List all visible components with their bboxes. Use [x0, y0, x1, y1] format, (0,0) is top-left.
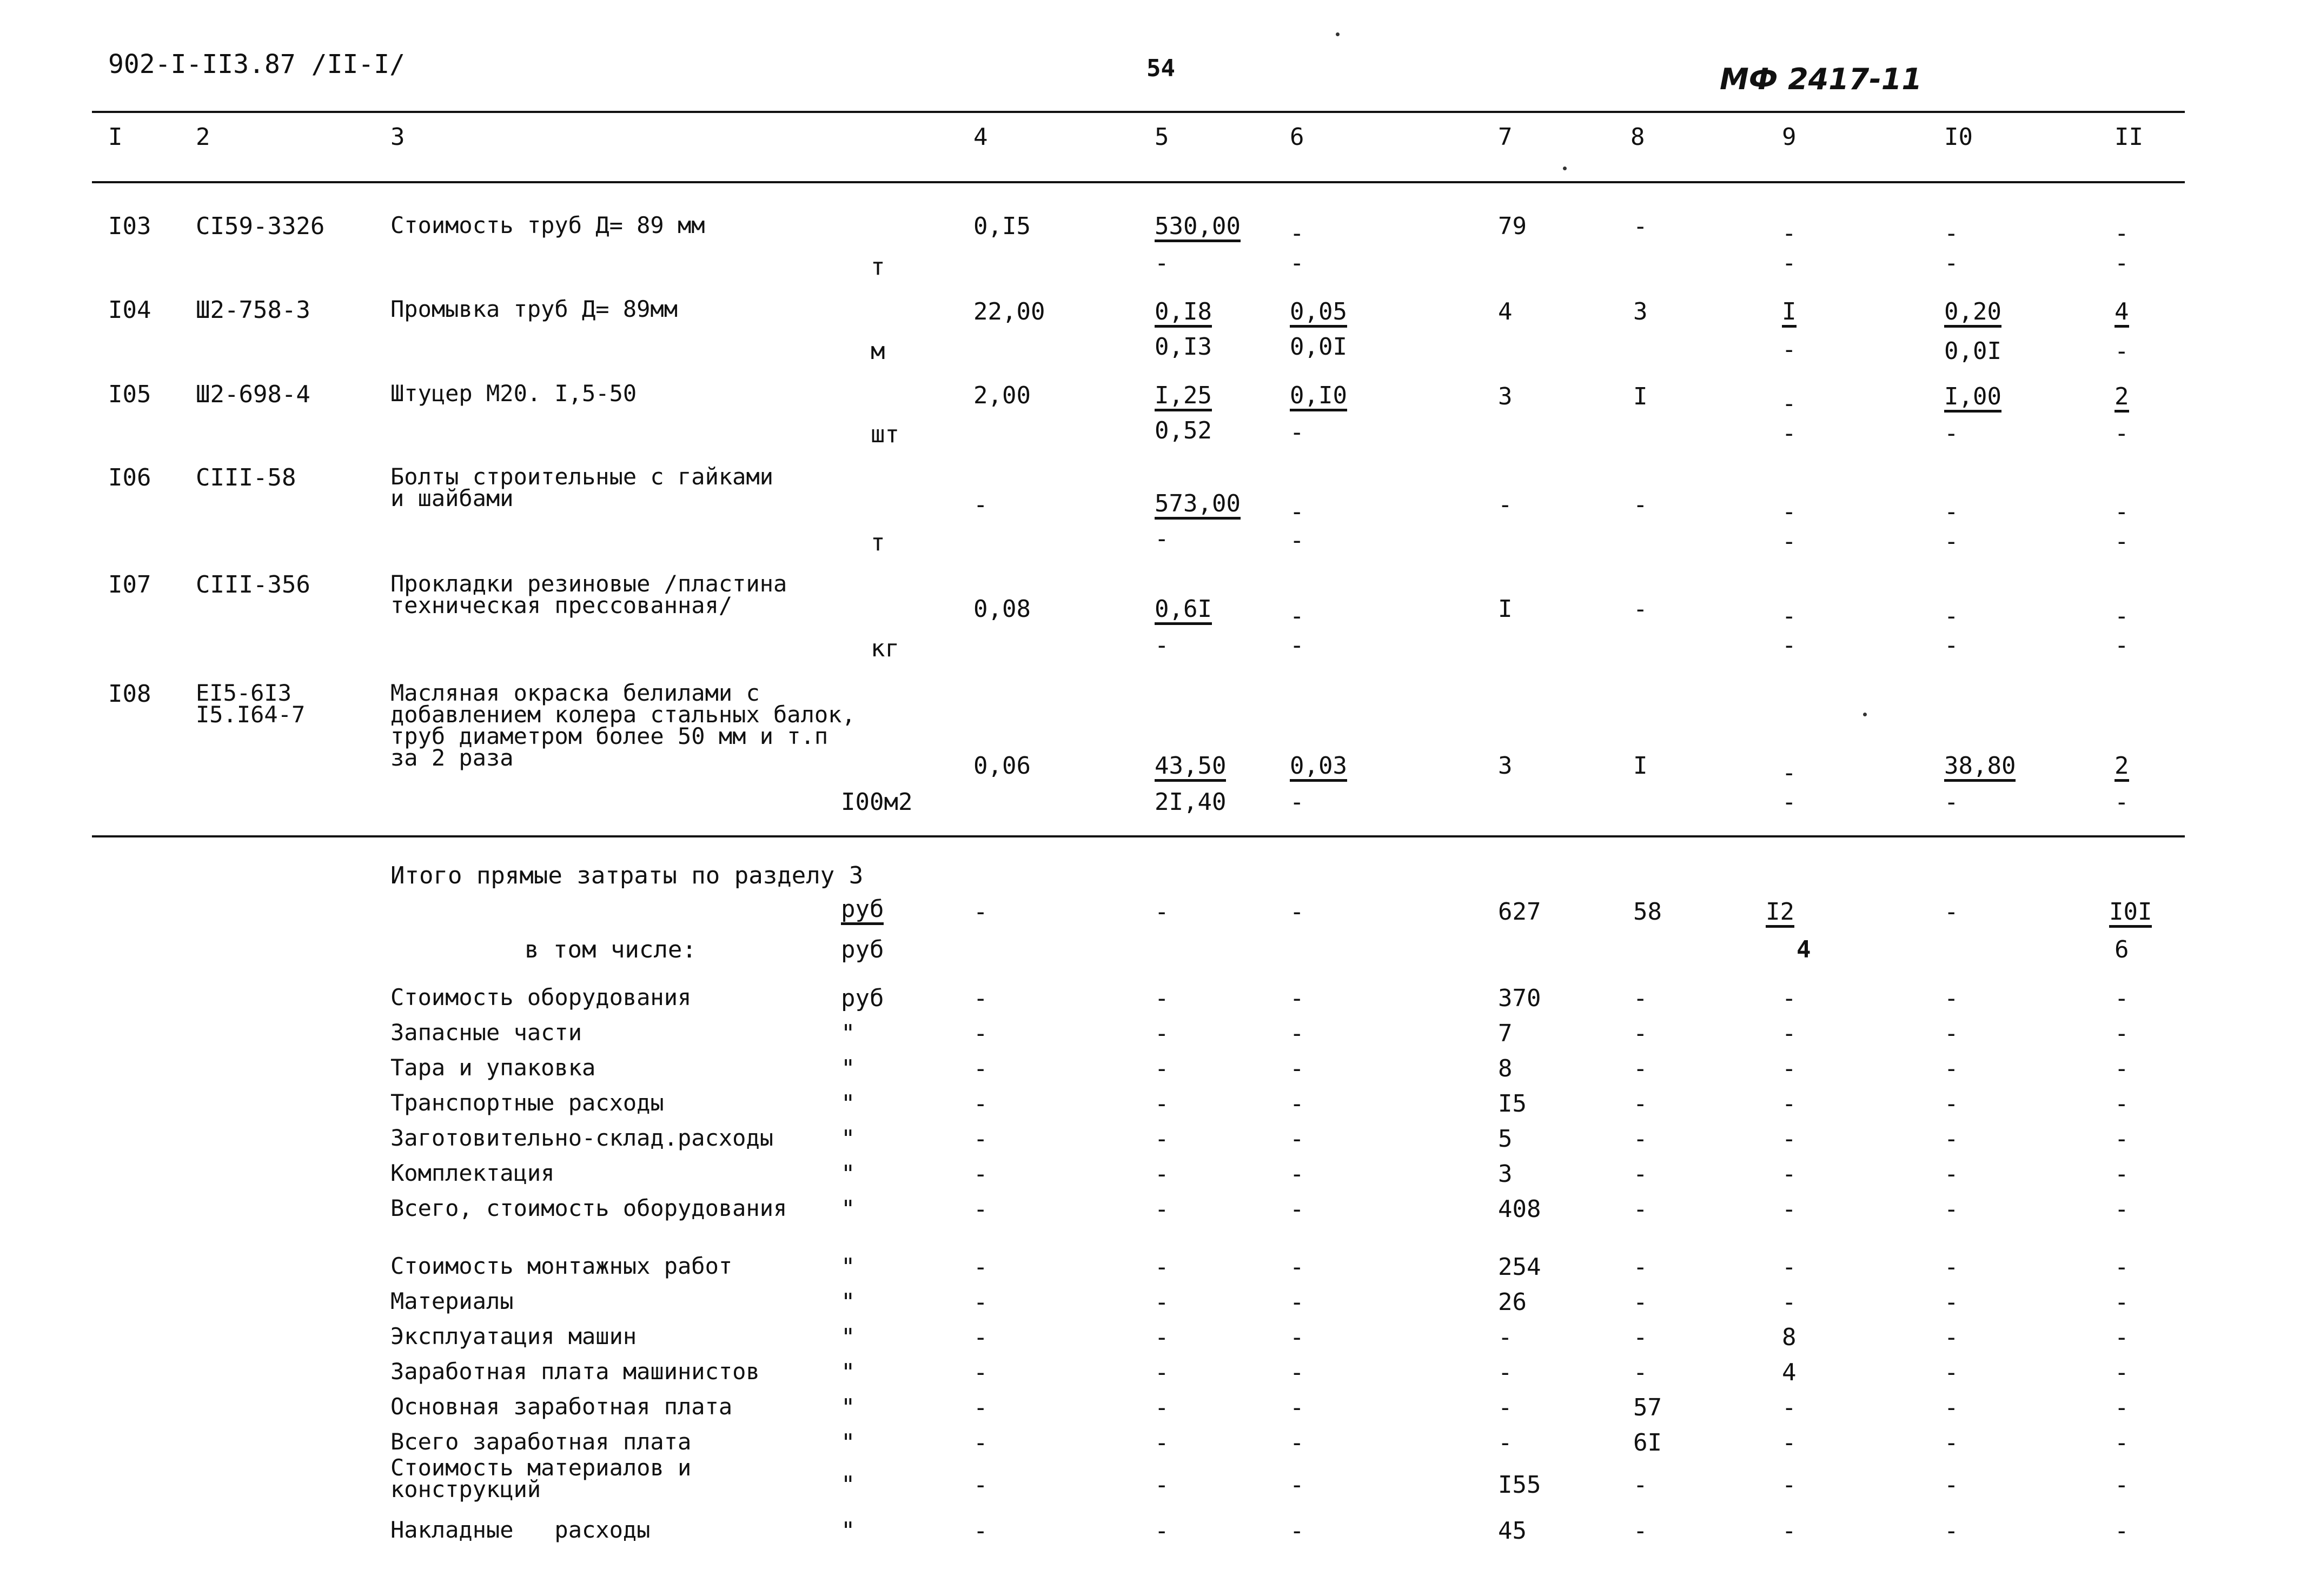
summary-cell-c8: - — [1633, 1160, 1648, 1188]
summary-cell-c11: - — [2115, 985, 2129, 1012]
col-header: 2 — [196, 123, 210, 151]
cell-c11b: - — [2115, 528, 2129, 555]
summary-cell-c5: - — [1155, 1288, 1169, 1316]
cell-c9: I2 — [1766, 900, 1794, 928]
row-name: Болты строительные с гайками и шайбами — [390, 463, 774, 511]
cell-c6b: - — [1290, 418, 1304, 446]
cell-c10b: - — [1944, 788, 1959, 816]
summary-cell-c7: 3 — [1498, 1160, 1513, 1188]
cell-c6: - — [1290, 220, 1304, 247]
cell-c10b: - — [1944, 249, 1959, 277]
summary-cell-c7: 8 — [1498, 1055, 1513, 1082]
summary-cell-c11: - — [2115, 1517, 2129, 1545]
summary-cell-c7: 26 — [1498, 1288, 1527, 1316]
summary-cell-c5: - — [1155, 1160, 1169, 1188]
cell-c11b: - — [2115, 788, 2129, 816]
summary-cell-c5: - — [1155, 1195, 1169, 1223]
cell-c11: - — [2115, 602, 2129, 630]
summary-cell-c8: - — [1633, 1359, 1648, 1386]
summary-cell-c8: - — [1633, 985, 1648, 1012]
summary-cell-c4: - — [973, 1090, 988, 1118]
summary-cell-c6: - — [1290, 1517, 1304, 1545]
summary-cell-c5: - — [1155, 1055, 1169, 1082]
summary-cell-c10: - — [1944, 1253, 1959, 1281]
cell-c4: - — [973, 491, 988, 518]
summary-cell-c4: - — [973, 1517, 988, 1545]
cell-c11: 4 — [2115, 300, 2129, 328]
col-header: 6 — [1290, 123, 1304, 151]
scan-speck — [1563, 167, 1567, 170]
summary-cell-c9: - — [1782, 1429, 1797, 1457]
cell-c5: 0,6I — [1155, 597, 1212, 625]
summary-cell-c6: - — [1290, 1125, 1304, 1153]
cell-c6b: - — [1290, 788, 1304, 816]
row-unit: т — [871, 529, 885, 556]
summary-cell-c9: - — [1782, 1020, 1797, 1047]
summary-unit: " — [841, 1160, 856, 1188]
cell-c8: - — [1633, 212, 1648, 240]
summary-cell-c9: - — [1782, 1195, 1797, 1223]
cell-c5: 530,00 — [1155, 215, 1241, 242]
cell-c11b: - — [2115, 420, 2129, 447]
cell-c5b: - — [1155, 631, 1169, 659]
cell-c9: - — [1782, 390, 1797, 417]
summary-cell-c11: - — [2115, 1253, 2129, 1281]
cell-c5: 0,I8 — [1155, 300, 1212, 328]
summary-cell-c5: - — [1155, 1517, 1169, 1545]
table-separator — [92, 835, 2185, 837]
summary-label: Комплектация — [390, 1160, 555, 1186]
cell-c10: I,00 — [1944, 385, 2001, 413]
cell-c6b: 0,0I — [1290, 333, 1347, 361]
cell-c5b: 0,52 — [1155, 417, 1212, 444]
summary-cell-c9: - — [1782, 1253, 1797, 1281]
row-code: CI59-3326 — [196, 212, 325, 240]
cell-c8: I — [1633, 383, 1648, 410]
row-code: CIII-356 — [196, 571, 310, 598]
summary-cell-c10: - — [1944, 1020, 1959, 1047]
summary-cell-c10: - — [1944, 1394, 1959, 1421]
cell-c4: 0,06 — [973, 752, 1031, 780]
col-header: 3 — [390, 123, 405, 151]
cell-c5b: 2I,40 — [1155, 788, 1227, 816]
summary-cell-c4: - — [973, 1359, 988, 1386]
row-number: I08 — [108, 680, 151, 708]
summary-cell-c11: - — [2115, 1471, 2129, 1499]
summary-cell-c6: - — [1290, 1324, 1304, 1351]
summary-unit: " — [841, 1471, 856, 1499]
cell-c9b: - — [1782, 249, 1797, 277]
cell-c4: - — [973, 898, 988, 926]
scan-speck — [1336, 32, 1340, 36]
summary-cell-c7: 370 — [1498, 985, 1541, 1012]
cell-c10: - — [1944, 602, 1959, 630]
summary-cell-c6: - — [1290, 1429, 1304, 1457]
summary-cell-c11: - — [2115, 1195, 2129, 1223]
cell-c8: 3 — [1633, 298, 1648, 325]
cell-c5b: - — [1155, 249, 1169, 277]
cell-c10: - — [1944, 898, 1959, 926]
summary-cell-c11: - — [2115, 1394, 2129, 1421]
summary-unit: " — [841, 1020, 856, 1047]
cell-c10b: 0,0I — [1944, 337, 2001, 365]
totals-title: Итого прямые затраты по разделу 3 — [390, 862, 864, 889]
col-header: I0 — [1944, 123, 1973, 151]
summary-cell-c4: - — [973, 1125, 988, 1153]
cell-c6: - — [1290, 898, 1304, 926]
summary-cell-c11: - — [2115, 1160, 2129, 1188]
summary-cell-c6: - — [1290, 1253, 1304, 1281]
cell-c9: - — [1782, 602, 1797, 630]
summary-cell-c8: - — [1633, 1055, 1648, 1082]
cell-c9: - — [1782, 498, 1797, 526]
summary-cell-c10: - — [1944, 985, 1959, 1012]
summary-cell-c4: - — [973, 1324, 988, 1351]
row-number: I06 — [108, 464, 151, 491]
summary-cell-c11: - — [2115, 1020, 2129, 1047]
in-that-label: в том числе: — [525, 936, 697, 963]
summary-cell-c6: - — [1290, 1055, 1304, 1082]
summary-cell-c9: 8 — [1782, 1324, 1797, 1351]
cell-c5b: - — [1155, 525, 1169, 553]
summary-cell-c10: - — [1944, 1055, 1959, 1082]
summary-unit: " — [841, 1253, 856, 1281]
summary-cell-c10: - — [1944, 1195, 1959, 1223]
cell-c9b: - — [1782, 528, 1797, 555]
scan-speck — [1863, 713, 1867, 716]
cell-c6b: - — [1290, 249, 1304, 277]
row-unit: шт — [871, 421, 899, 448]
summary-cell-c7: 408 — [1498, 1195, 1541, 1223]
summary-label: Материалы — [390, 1288, 514, 1314]
cell-c11b: 6 — [2115, 936, 2129, 963]
cell-c6: 0,03 — [1290, 754, 1347, 782]
summary-unit: " — [841, 1125, 856, 1153]
summary-unit: " — [841, 1359, 856, 1386]
row-code: Ш2-758-3 — [196, 296, 310, 324]
summary-cell-c11: - — [2115, 1324, 2129, 1351]
cell-c9b: - — [1782, 631, 1797, 659]
row-code: Ш2-698-4 — [196, 381, 310, 408]
summary-cell-c6: - — [1290, 1020, 1304, 1047]
summary-label: Всего, стоимость оборудования — [390, 1195, 787, 1221]
summary-cell-c8: - — [1633, 1324, 1648, 1351]
summary-cell-c7: 45 — [1498, 1517, 1527, 1545]
summary-cell-c7: - — [1498, 1394, 1513, 1421]
cell-c8: 58 — [1633, 898, 1662, 926]
summary-label: Стоимость монтажных работ — [390, 1253, 733, 1279]
cell-c6b: - — [1290, 527, 1304, 554]
summary-cell-c5: - — [1155, 1359, 1169, 1386]
row-name: Прокладки резиновые /пластина техническая прессованная/ — [390, 570, 787, 619]
summary-cell-c10: - — [1944, 1359, 1959, 1386]
cell-c11: 2 — [2115, 385, 2129, 413]
cell-c9b: 4 — [1797, 936, 1811, 963]
row-unit: кг — [871, 635, 899, 662]
cell-c7: 3 — [1498, 383, 1513, 410]
summary-cell-c9: - — [1782, 985, 1797, 1012]
summary-cell-c5: - — [1155, 1125, 1169, 1153]
summary-cell-c6: - — [1290, 1160, 1304, 1188]
summary-cell-c9: - — [1782, 1517, 1797, 1545]
summary-cell-c8: - — [1633, 1090, 1648, 1118]
row-unit: I00м2 — [841, 788, 913, 816]
cell-c7: 79 — [1498, 212, 1527, 240]
cell-c10b: - — [1944, 420, 1959, 447]
summary-cell-c4: - — [973, 1020, 988, 1047]
cell-c5: I,25 — [1155, 384, 1212, 411]
summary-cell-c4: - — [973, 1253, 988, 1281]
summary-cell-c6: - — [1290, 1471, 1304, 1499]
summary-cell-c7: - — [1498, 1359, 1513, 1386]
summary-cell-c10: - — [1944, 1125, 1959, 1153]
summary-cell-c6: - — [1290, 1090, 1304, 1118]
cell-c5: 573,00 — [1155, 492, 1241, 520]
summary-unit: " — [841, 1324, 856, 1351]
row-number: I05 — [108, 381, 151, 408]
summary-cell-c9: - — [1782, 1160, 1797, 1188]
col-header: II — [2115, 123, 2143, 151]
cell-c6: - — [1290, 498, 1304, 526]
summary-cell-c6: - — [1290, 985, 1304, 1012]
cell-c8: - — [1633, 491, 1648, 518]
cell-c7: 627 — [1498, 898, 1541, 926]
summary-cell-c4: - — [973, 1429, 988, 1457]
summary-cell-c8: - — [1633, 1195, 1648, 1223]
summary-cell-c9: 4 — [1782, 1359, 1797, 1386]
summary-label: Стоимость материалов и конструкций — [390, 1454, 692, 1502]
summary-cell-c5: - — [1155, 1090, 1169, 1118]
cell-c4: 22,00 — [973, 298, 1045, 325]
summary-label: Накладные расходы — [390, 1517, 651, 1543]
summary-cell-c8: - — [1633, 1020, 1648, 1047]
summary-cell-c8: - — [1633, 1253, 1648, 1281]
cell-c9: - — [1782, 759, 1797, 787]
header-rule-bottom — [92, 181, 2185, 183]
cell-c9: I — [1782, 300, 1797, 328]
summary-unit: " — [841, 1288, 856, 1316]
summary-cell-c11: - — [2115, 1429, 2129, 1457]
summary-unit: " — [841, 1517, 856, 1545]
cell-c4: 2,00 — [973, 382, 1031, 409]
summary-cell-c8: - — [1633, 1288, 1648, 1316]
in-that-unit: руб — [841, 936, 884, 963]
summary-cell-c8: - — [1633, 1125, 1648, 1153]
cell-c11: 2 — [2115, 754, 2129, 782]
cell-c7: 3 — [1498, 752, 1513, 780]
row-name: Масляная окраска белилами с добавлением колера стальных балок, труб диаметром более 50 мм и т.п за 2 раза — [390, 680, 856, 771]
row-unit: т — [871, 253, 885, 281]
header-rule-top — [92, 111, 2185, 113]
col-header: 9 — [1782, 123, 1797, 151]
summary-cell-c11: - — [2115, 1090, 2129, 1118]
row-name: Промывка труб Д= 89мм — [390, 296, 678, 322]
summary-cell-c5: - — [1155, 1471, 1169, 1499]
cell-c10: - — [1944, 498, 1959, 526]
summary-unit: " — [841, 1090, 856, 1118]
summary-unit: руб — [841, 985, 884, 1012]
summary-label: Эксплуатация машин — [390, 1323, 637, 1349]
cell-c6b: - — [1290, 631, 1304, 659]
cell-c10b: - — [1944, 631, 1959, 659]
summary-cell-c7: 5 — [1498, 1125, 1513, 1153]
cell-c7: 4 — [1498, 298, 1513, 325]
cell-c6: 0,I0 — [1290, 384, 1347, 411]
summary-cell-c6: - — [1290, 1359, 1304, 1386]
row-unit: м — [871, 337, 885, 365]
col-header: 8 — [1630, 123, 1645, 151]
cell-c11: I0I — [2109, 900, 2152, 928]
cell-c9b: - — [1782, 420, 1797, 447]
summary-cell-c10: - — [1944, 1160, 1959, 1188]
totals-unit: руб — [841, 897, 884, 925]
summary-cell-c11: - — [2115, 1359, 2129, 1386]
summary-label: Стоимость оборудования — [390, 984, 692, 1010]
row-name: Штуцер М20. I,5-50 — [390, 380, 637, 407]
summary-cell-c4: - — [973, 1195, 988, 1223]
row-code: EI5-6I3 I5.I64-7 — [196, 680, 306, 728]
summary-cell-c10: - — [1944, 1429, 1959, 1457]
cell-c7: I — [1498, 595, 1513, 623]
summary-unit: " — [841, 1195, 856, 1223]
col-header: 4 — [973, 123, 988, 151]
summary-unit: " — [841, 1055, 856, 1082]
summary-cell-c8: - — [1633, 1517, 1648, 1545]
summary-cell-c5: - — [1155, 1394, 1169, 1421]
cell-c5: 43,50 — [1155, 754, 1226, 782]
summary-cell-c9: - — [1782, 1125, 1797, 1153]
cell-c4: 0,08 — [973, 595, 1031, 623]
summary-unit: " — [841, 1429, 856, 1457]
summary-cell-c6: - — [1290, 1394, 1304, 1421]
summary-cell-c4: - — [973, 985, 988, 1012]
row-code: CIII-58 — [196, 464, 296, 491]
cell-c11: - — [2115, 498, 2129, 526]
summary-cell-c8: 57 — [1633, 1394, 1662, 1421]
summary-cell-c9: - — [1782, 1471, 1797, 1499]
cell-c10b: - — [1944, 528, 1959, 555]
document-code: 902-I-II3.87 /II-I/ — [108, 49, 406, 79]
cell-c10: 38,80 — [1944, 754, 2016, 782]
summary-cell-c8: 6I — [1633, 1429, 1662, 1457]
row-number: I04 — [108, 296, 151, 324]
cell-c11b: - — [2115, 337, 2129, 365]
summary-label: Основная заработная плата — [390, 1393, 733, 1420]
row-name: Стоимость труб Д= 89 мм — [390, 212, 705, 238]
summary-cell-c5: - — [1155, 1020, 1169, 1047]
cell-c11b: - — [2115, 249, 2129, 277]
cell-c11b: - — [2115, 631, 2129, 659]
summary-cell-c7: - — [1498, 1429, 1513, 1457]
summary-cell-c9: - — [1782, 1288, 1797, 1316]
summary-cell-c6: - — [1290, 1288, 1304, 1316]
summary-cell-c10: - — [1944, 1324, 1959, 1351]
page-number: 54 — [1146, 55, 1175, 82]
summary-cell-c6: - — [1290, 1195, 1304, 1223]
summary-cell-c11: - — [2115, 1288, 2129, 1316]
summary-cell-c9: - — [1782, 1394, 1797, 1421]
cell-c9b: - — [1782, 336, 1797, 363]
cell-c4: 0,I5 — [973, 212, 1031, 240]
summary-label: Заработная плата машинистов — [390, 1358, 760, 1385]
summary-cell-c10: - — [1944, 1288, 1959, 1316]
summary-label: Всего заработная плата — [390, 1428, 692, 1455]
summary-cell-c4: - — [973, 1160, 988, 1188]
summary-cell-c7: I55 — [1498, 1471, 1541, 1499]
summary-cell-c7: I5 — [1498, 1090, 1527, 1118]
summary-label: Заготовительно-склад.расходы — [390, 1125, 774, 1151]
summary-cell-c11: - — [2115, 1125, 2129, 1153]
col-header: 5 — [1155, 123, 1169, 151]
summary-cell-c4: - — [973, 1055, 988, 1082]
handwritten-stamp: МФ 2417-11 — [1720, 62, 1922, 96]
summary-label: Транспортные расходы — [390, 1089, 664, 1116]
cell-c6: - — [1290, 602, 1304, 630]
col-header: I — [108, 123, 123, 151]
cell-c8: I — [1633, 752, 1648, 780]
cell-c5b: 0,I3 — [1155, 333, 1212, 361]
summary-cell-c5: - — [1155, 1253, 1169, 1281]
cell-c6: 0,05 — [1290, 300, 1347, 328]
summary-cell-c10: - — [1944, 1090, 1959, 1118]
summary-label: Запасные части — [390, 1019, 582, 1046]
summary-unit: " — [841, 1394, 856, 1421]
cell-c8: - — [1633, 595, 1648, 623]
summary-cell-c9: - — [1782, 1090, 1797, 1118]
summary-cell-c5: - — [1155, 1429, 1169, 1457]
summary-cell-c5: - — [1155, 1324, 1169, 1351]
cell-c9b: - — [1782, 788, 1797, 816]
cell-c11: - — [2115, 220, 2129, 247]
summary-cell-c11: - — [2115, 1055, 2129, 1082]
summary-cell-c5: - — [1155, 985, 1169, 1012]
summary-cell-c7: 254 — [1498, 1253, 1541, 1281]
summary-cell-c4: - — [973, 1471, 988, 1499]
row-number: I03 — [108, 212, 151, 240]
cell-c10: 0,20 — [1944, 300, 2001, 328]
summary-label: Тара и упаковка — [390, 1054, 596, 1081]
summary-cell-c10: - — [1944, 1517, 1959, 1545]
cell-c10: - — [1944, 220, 1959, 247]
cell-c5: - — [1155, 898, 1169, 926]
summary-cell-c7: - — [1498, 1324, 1513, 1351]
row-number: I07 — [108, 571, 151, 598]
cell-c7: - — [1498, 491, 1513, 518]
col-header: 7 — [1498, 123, 1513, 151]
summary-cell-c8: - — [1633, 1471, 1648, 1499]
summary-cell-c4: - — [973, 1288, 988, 1316]
summary-cell-c4: - — [973, 1394, 988, 1421]
summary-cell-c7: 7 — [1498, 1020, 1513, 1047]
cell-c9: - — [1782, 220, 1797, 247]
summary-cell-c9: - — [1782, 1055, 1797, 1082]
summary-cell-c10: - — [1944, 1471, 1959, 1499]
